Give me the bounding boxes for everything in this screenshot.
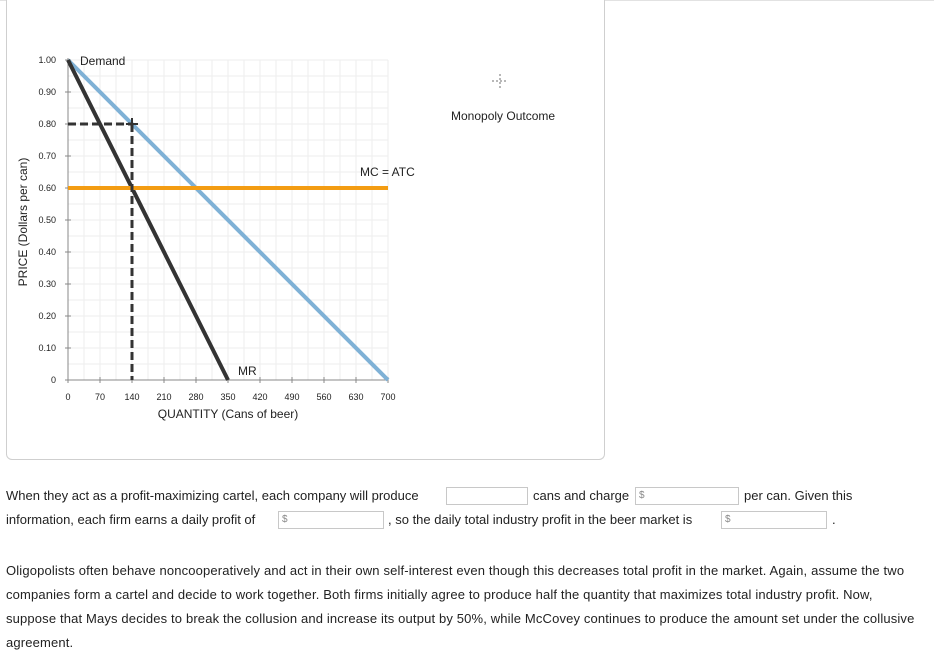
- y-tick-label: 0.80: [38, 119, 56, 129]
- x-tick-label: 630: [348, 392, 364, 402]
- question-s1a: When they act as a profit-maximizing cartel, each company will produce: [6, 488, 419, 503]
- series-label-mc: MC = ATC: [360, 165, 415, 179]
- y-tick-label: 0.40: [38, 247, 56, 257]
- x-tick-label: 140: [124, 392, 140, 402]
- y-tick-label: 1.00: [38, 55, 56, 65]
- industry-profit-input[interactable]: $: [721, 511, 827, 529]
- x-tick-label: 420: [252, 392, 268, 402]
- y-tick-label: 0.10: [38, 343, 56, 353]
- x-tick-label: 280: [188, 392, 204, 402]
- x-tick-label: 0: [65, 392, 71, 402]
- series-label-mr: MR: [238, 364, 257, 378]
- firm-profit-input[interactable]: $: [278, 511, 384, 529]
- y-tick-label: 0.60: [38, 183, 56, 193]
- y-tick-label: 0.90: [38, 87, 56, 97]
- question-s2c: .: [832, 512, 836, 527]
- x-tick-label: 350: [220, 392, 236, 402]
- x-tick-label: 560: [316, 392, 332, 402]
- x-tick-label: 210: [156, 392, 172, 402]
- y-axis-label: PRICE (Dollars per can): [16, 157, 30, 287]
- question-s2b: , so the daily total industry profit in the beer market is: [388, 512, 693, 527]
- x-tick-label: 70: [94, 392, 106, 402]
- price-input[interactable]: $: [635, 487, 739, 505]
- series-label-demand: Demand: [80, 54, 126, 68]
- monopoly-outcome-label: Monopoly Outcome: [451, 109, 556, 123]
- paragraph-2: Oligopolists often behave noncooperatively and act in their own self-interest even though this decreases total profit in the market. Again, assume the two companies form a cartel and decide to work together. Both firms initially agree to produce half the quantity that maximizes total industry profit. Now, suppose that Mays decides to break the collusion and increase its output by 50%, while McCovey continues to produce the amount set under the collusive agreement.: [6, 563, 915, 650]
- plus-marker-icon[interactable]: [489, 72, 511, 90]
- question-s1c: per can. Given this: [744, 488, 853, 503]
- y-tick-label: 0: [50, 375, 56, 385]
- y-tick-label: 0.20: [38, 311, 56, 321]
- x-axis-label: QUANTITY (Cans of beer): [157, 407, 299, 421]
- question-s2a: information, each firm earns a daily profit of: [6, 512, 256, 527]
- y-tick-label: 0.30: [38, 279, 56, 289]
- quantity-input[interactable]: [446, 487, 528, 505]
- question-s1b: cans and charge: [533, 488, 630, 503]
- x-tick-label: 490: [284, 392, 300, 402]
- y-tick-label: 0.50: [38, 215, 56, 225]
- y-tick-label: 0.70: [38, 151, 56, 161]
- x-tick-label: 700: [380, 392, 396, 402]
